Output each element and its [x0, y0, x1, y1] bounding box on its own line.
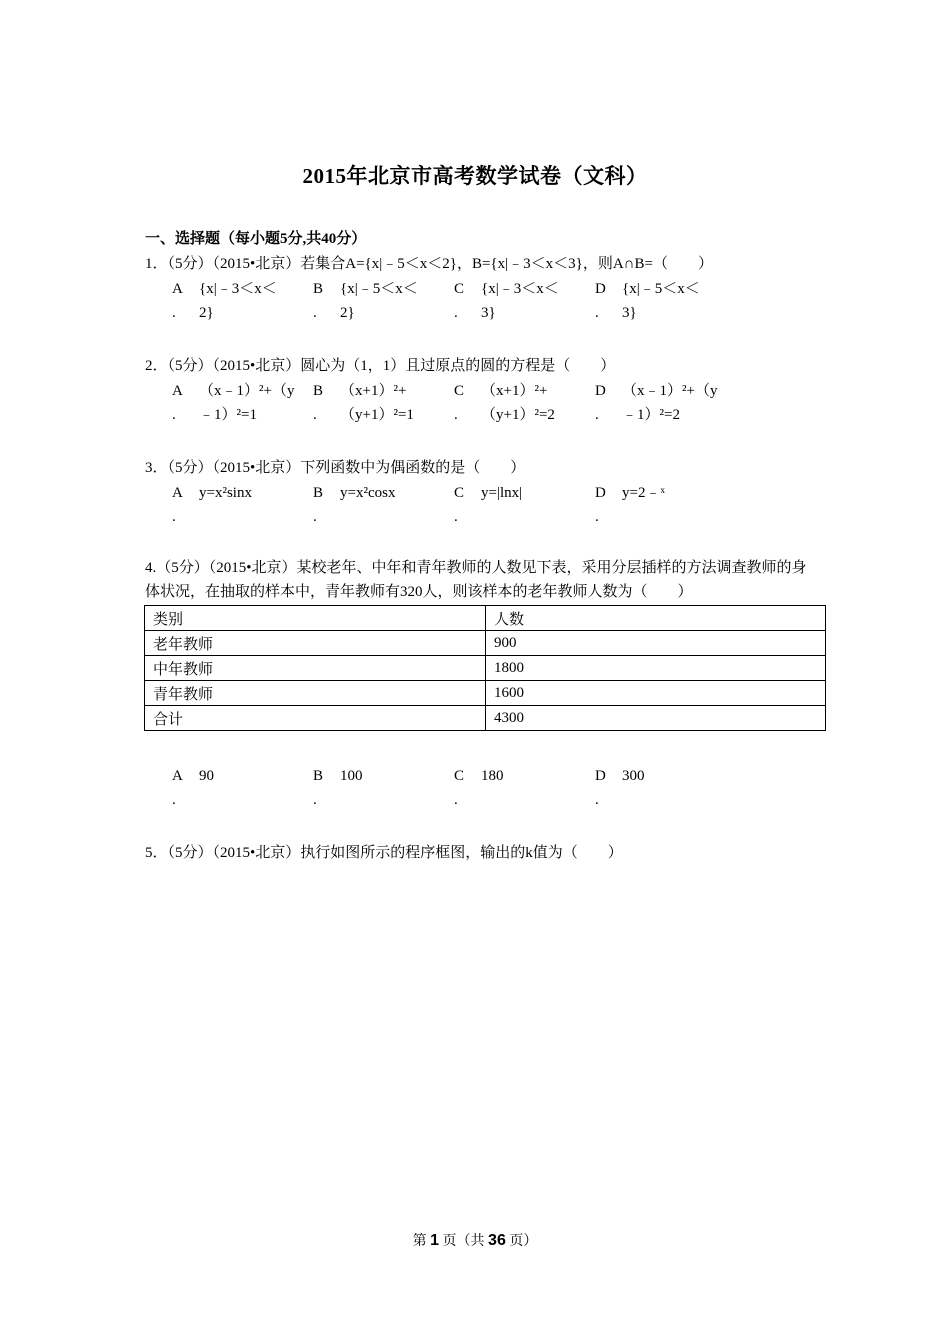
option-letter: A [172, 281, 183, 297]
option-text: y=2﹣ˣ [622, 485, 665, 501]
option-letter: D [595, 485, 606, 501]
option-letter: C [454, 485, 465, 501]
option-dot: . [454, 792, 458, 808]
option-text: 90 [199, 768, 214, 784]
option-letter: C [454, 383, 465, 399]
option-text: {x|﹣3＜x＜ 3} [481, 281, 559, 321]
option-letter: D [595, 281, 606, 297]
footer-suffix: 页） [509, 1234, 538, 1249]
option-dot: . [313, 305, 317, 321]
table-cell: 4300 [486, 706, 826, 731]
option-letter: C [454, 281, 465, 297]
table-header-cell: 类别 [145, 606, 486, 631]
question-1-stem: 1．（5分）（2015•北京）若集合A={x|﹣5＜x＜2}，B={x|﹣3＜x＜3}，则A∩B=（ ） [145, 256, 713, 272]
table-cell: 900 [486, 631, 826, 656]
footer-prefix: 第 [412, 1234, 427, 1249]
question-3-stem: 3．（5分）（2015•北京）下列函数中为偶函数的是（ ） [145, 460, 526, 476]
option-letter: D [595, 768, 606, 784]
option-dot: . [172, 509, 176, 525]
option-letter: D [595, 383, 606, 399]
option-dot: . [454, 509, 458, 525]
option-dot: . [172, 407, 176, 423]
option-dot: . [172, 305, 176, 321]
question-1-options [172, 277, 772, 325]
option-dot: . [313, 407, 317, 423]
question-5-stem: 5．（5分）（2015•北京）执行如图所示的程序框图，输出的k值为（ ） [145, 845, 623, 861]
option-letter: B [313, 485, 324, 501]
option-text: y=x²cosx [340, 485, 396, 501]
question-2-stem: 2．（5分）（2015•北京）圆心为（1，1）且过原点的圆的方程是（ ） [145, 358, 616, 374]
option-text: {x|﹣5＜x＜ 3} [622, 281, 700, 321]
table-cell: 1800 [486, 656, 826, 681]
option-letter: A [172, 768, 183, 784]
option-text: 300 [622, 768, 645, 784]
option-letter: C [454, 768, 465, 784]
option-text: 180 [481, 768, 504, 784]
question-2-options [172, 379, 772, 427]
option-dot: . [172, 792, 176, 808]
question-4-stem: 4.（5分）（2015•北京）某校老年、中年和青年教师的人数见下表，采用分层插样的方法调查教师的身体状况，在抽取的样本中，青年教师有320人，则该样本的老年教师人数为（ ） [145, 560, 807, 600]
table-row [145, 631, 826, 656]
option-letter: A [172, 485, 183, 501]
table-row [145, 681, 826, 706]
option-text: {x|﹣3＜x＜ 2} [199, 281, 277, 321]
option-dot: . [595, 509, 599, 525]
question-4-options [172, 764, 772, 812]
footer-total-pages: 36 [488, 1232, 506, 1249]
option-text: （x+1）²+ （y+1）²=2 [481, 383, 555, 423]
table-header-cell: 人数 [486, 606, 826, 631]
option-dot: . [595, 305, 599, 321]
question-3-options [172, 481, 772, 529]
option-dot: . [313, 509, 317, 525]
table-row [145, 706, 826, 731]
table-header-row [145, 606, 826, 631]
option-dot: . [454, 305, 458, 321]
option-text: （x﹣1）²+（y ﹣1）²=1 [199, 383, 295, 423]
option-letter: A [172, 383, 183, 399]
section-heading: 一、选择题（每小题5分,共40分） [145, 231, 367, 247]
table-cell: 1600 [486, 681, 826, 706]
option-text: （x+1）²+ （y+1）²=1 [340, 383, 414, 423]
page-footer [0, 1230, 950, 1250]
option-text: y=x²sinx [199, 485, 252, 501]
table-cell: 中年教师 [145, 656, 486, 681]
table-row [145, 656, 826, 681]
option-letter: B [313, 281, 324, 297]
option-letter: B [313, 768, 324, 784]
option-dot: . [595, 792, 599, 808]
option-dot: . [595, 407, 599, 423]
teacher-count-table [144, 605, 826, 731]
option-dot: . [313, 792, 317, 808]
option-text: 100 [340, 768, 363, 784]
page-title: 2015年北京市高考数学试卷（文科） [302, 164, 648, 188]
option-text: {x|﹣5＜x＜ 2} [340, 281, 418, 321]
option-text: （x﹣1）²+（y ﹣1）²=2 [622, 383, 718, 423]
option-text: y=|lnx| [481, 485, 523, 501]
footer-middle: 页（共 [442, 1234, 485, 1249]
option-dot: . [454, 407, 458, 423]
option-letter: B [313, 383, 324, 399]
table-cell: 老年教师 [145, 631, 486, 656]
table-cell: 青年教师 [145, 681, 486, 706]
footer-page-number: 1 [430, 1232, 440, 1249]
table-cell: 合计 [145, 706, 486, 731]
